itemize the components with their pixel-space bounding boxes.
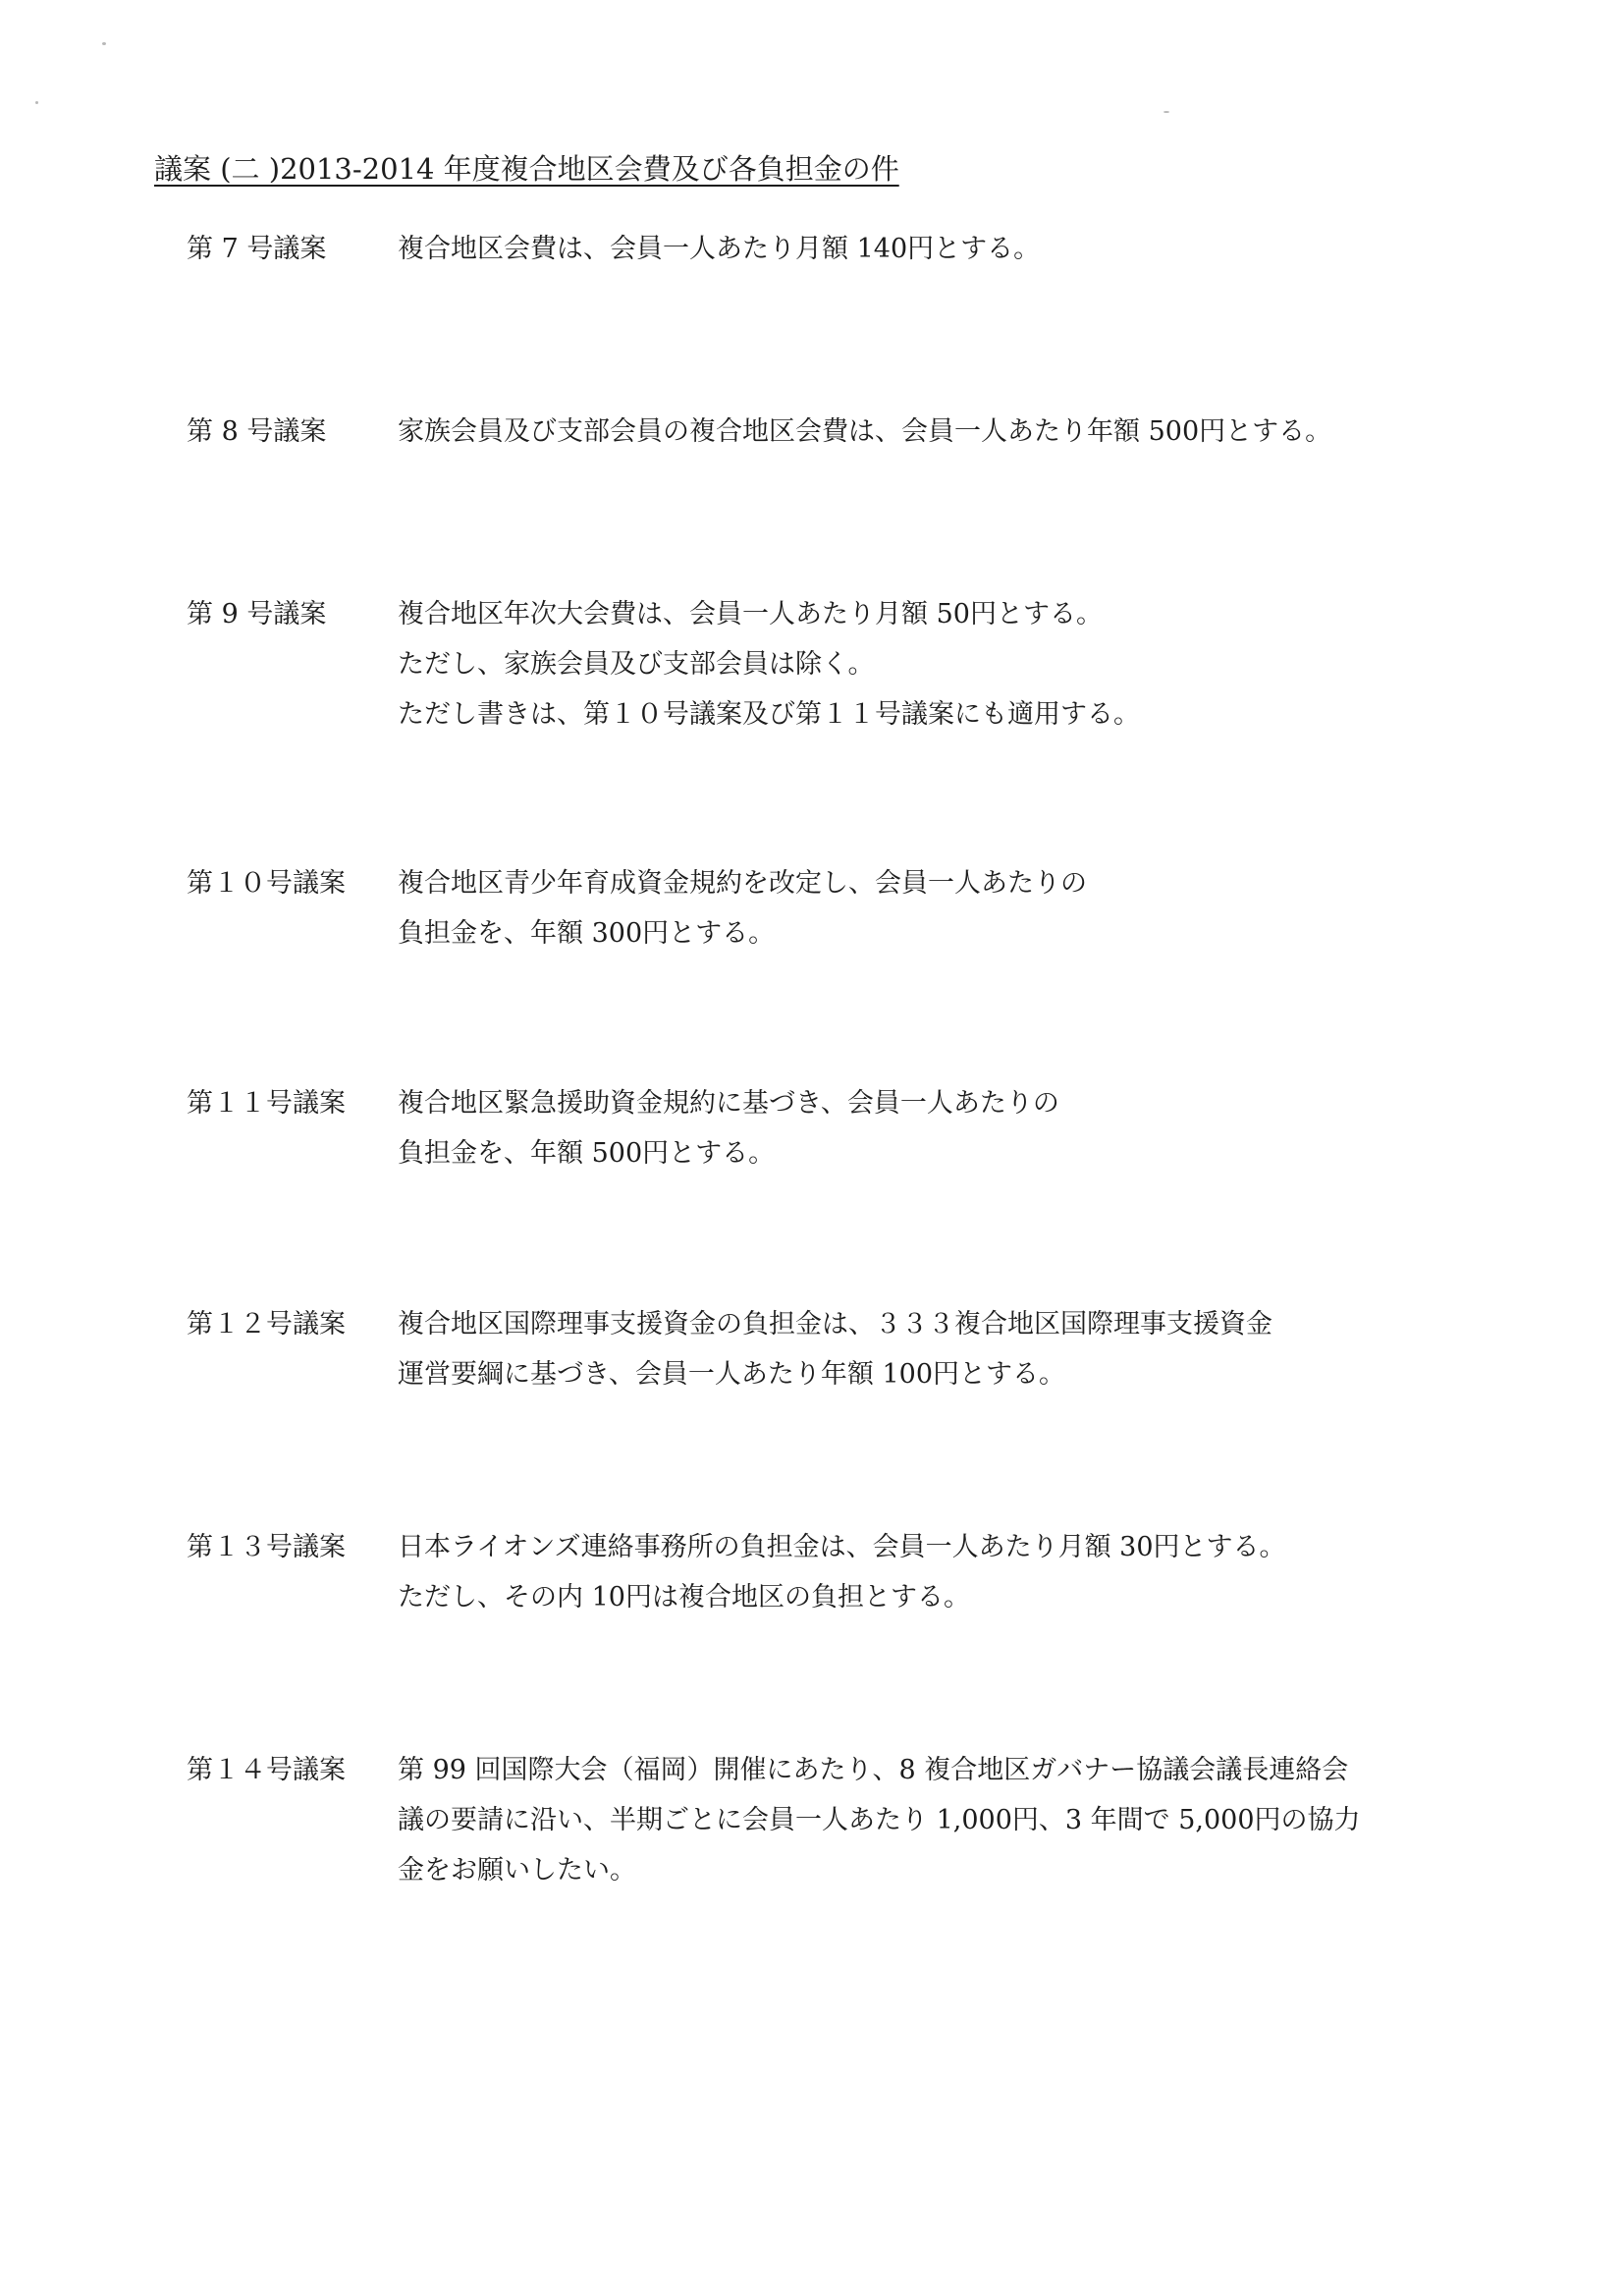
motion-text bbox=[398, 1522, 1517, 1622]
motion-line: ただし、家族会員及び支部会員は除く。 bbox=[398, 649, 875, 680]
motion-line: 負担金を、年額 500円とする。 bbox=[398, 1138, 776, 1169]
motion-text bbox=[398, 1078, 1517, 1178]
motion-line: 負担金を、年額 300円とする。 bbox=[398, 918, 776, 949]
motion-number: 第１１号議案 bbox=[187, 1088, 346, 1119]
motion-line: ただし、その内 10円は複合地区の負担とする。 bbox=[398, 1582, 970, 1613]
motion-number: 第 8 号議案 bbox=[187, 416, 327, 447]
motion-line: 金をお願いしたい。 bbox=[398, 1855, 636, 1886]
motion-text bbox=[398, 1745, 1517, 1895]
motion-line: 日本ライオンズ連絡事務所の負担金は、会員一人あたり月額 30円とする。 bbox=[398, 1532, 1286, 1562]
motion-line: ただし書きは、第１０号議案及び第１１号議案にも適用する。 bbox=[398, 699, 1140, 730]
motion-text bbox=[398, 858, 1517, 958]
motion-text bbox=[398, 407, 1517, 457]
motion-line: 複合地区緊急援助資金規約に基づき、会員一人あたりの bbox=[398, 1088, 1059, 1119]
scan-speck bbox=[102, 42, 106, 45]
motion-line: 第 99 回国際大会（福岡）開催にあたり、8 複合地区ガバナー協議会議長連絡会 bbox=[398, 1755, 1349, 1785]
motion-line: 複合地区年次大会費は、会員一人あたり月額 50円とする。 bbox=[398, 599, 1103, 629]
motion-number: 第１３号議案 bbox=[187, 1532, 346, 1562]
motion-line: 複合地区会費は、会員一人あたり月額 140円とする。 bbox=[398, 234, 1041, 264]
motion-line: 運営要綱に基づき、会員一人あたり年額 100円とする。 bbox=[398, 1359, 1066, 1390]
motion-text bbox=[398, 1299, 1517, 1399]
motion-number: 第１０号議案 bbox=[187, 868, 346, 899]
motion-text bbox=[398, 224, 1517, 274]
document-title: 議案 (二 )2013-2014 年度複合地区会費及び各負担金の件 bbox=[154, 152, 899, 186]
motion-line: 議の要請に沿い、半期ごとに会員一人あたり 1,000円、3 年間で 5,000円の協力 bbox=[398, 1805, 1361, 1835]
motion-line: 複合地区青少年育成資金規約を改定し、会員一人あたりの bbox=[398, 868, 1087, 899]
motion-line: 複合地区国際理事支援資金の負担金は、３３３複合地区国際理事支援資金 bbox=[398, 1309, 1272, 1339]
motion-number: 第１２号議案 bbox=[187, 1309, 346, 1339]
motion-text bbox=[398, 589, 1517, 739]
motion-number: 第１４号議案 bbox=[187, 1755, 346, 1785]
motion-number: 第 9 号議案 bbox=[187, 599, 327, 629]
scan-speck bbox=[35, 101, 38, 104]
motion-line: 家族会員及び支部会員の複合地区会費は、会員一人あたり年額 500円とする。 bbox=[398, 416, 1332, 447]
scan-speck bbox=[1163, 111, 1169, 113]
motion-number: 第 7 号議案 bbox=[187, 234, 327, 264]
